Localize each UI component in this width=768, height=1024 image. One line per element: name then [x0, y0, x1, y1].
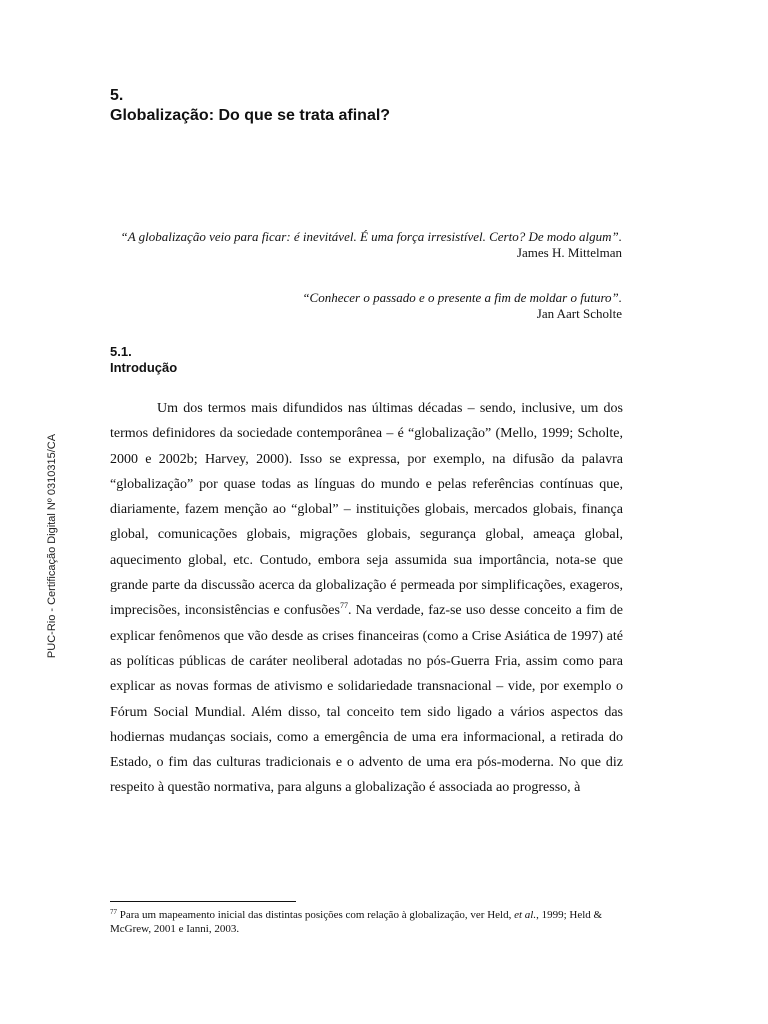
- epigraph-1: [110, 229, 622, 261]
- epigraph-1-quote: “A globalização veio para ficar: é inevitável. É uma força irresistível. Certo? De modo algum”.: [120, 229, 622, 244]
- footnote-text-1: Para um mapeamento inicial das distintas posições com relação à globalização, ver Held,: [117, 909, 515, 921]
- section-heading: [110, 344, 177, 376]
- certification-stamp: PUC-Rio - Certificação Digital Nº 0310315/CA: [46, 433, 58, 659]
- footnote: [110, 908, 622, 936]
- section-title: Introdução: [110, 360, 178, 375]
- epigraph-1-author: James H. Mittelman: [516, 245, 622, 260]
- epigraph-2-author: Jan Aart Scholte: [536, 306, 622, 321]
- chapter-number: 5.: [110, 87, 124, 104]
- epigraph-2-quote: “Conhecer o passado e o presente a fim de moldar o futuro”.: [302, 290, 622, 305]
- footnote-text-2: , 1999; Held & McGrew, 2001 e Ianni, 2003.: [110, 909, 603, 935]
- footnote-number: 77: [110, 908, 117, 916]
- body-text-part-1: Um dos termos mais difundidos nas últimas décadas – sendo, inclusive, um dos termos definidores da sociedade contemporânea – é “globalização” (Mello, 1999; Scholte, 2000 e 2002b; Harvey, 2000). Isso se expressa, por exemplo, na difusão da palavra “globalização” por quase todas as línguas do mundo e pelas referências contínuas que, diariamente, fazem menção ao “global” – instituições globais, mercados globais, finança global, comunicações globais, migrações globais, segurança global, ameaça global, aquecimento global, etc. Contudo, embora seja assumida sua importância, nota-se que grande parte da discussão acerca da globalização é permeada por simplificações, exageros, imprecisões, inconsistências e confusões: [110, 401, 623, 619]
- footnote-text-italic: et al.: [514, 909, 537, 921]
- footnote-divider: [110, 901, 296, 902]
- footnote-reference[interactable]: 77: [339, 601, 348, 611]
- chapter-title: Globalização: Do que se trata afinal?: [110, 107, 391, 124]
- section-number: 5.1.: [110, 344, 132, 359]
- body-text: [110, 396, 623, 801]
- chapter-heading: [110, 86, 390, 126]
- body-paragraph: [110, 396, 623, 801]
- epigraph-2: [110, 290, 622, 322]
- body-text-part-2: . Na verdade, faz-se uso desse conceito a fim de explicar fenômenos que vão desde as crises financeiras (como a Crise Asiática de 1997) até as políticas públicas de caráter neoliberal adotadas no pós-Guerra Fria, assim como para explicar as novas formas de ativismo e solidariedade transnacional – vide, por exemplo o Fórum Social Mundial. Além disso, tal conceito tem sido ligado a vários aspectos das hodiernas mudanças sociais, como a emergência de uma era informacional, a retirada do Estado, o fim das culturas tradicionais e o advento de uma era pós-moderna. No que diz respeito à questão normativa, para alguns a globalização é associada ao progresso, à: [110, 603, 623, 796]
